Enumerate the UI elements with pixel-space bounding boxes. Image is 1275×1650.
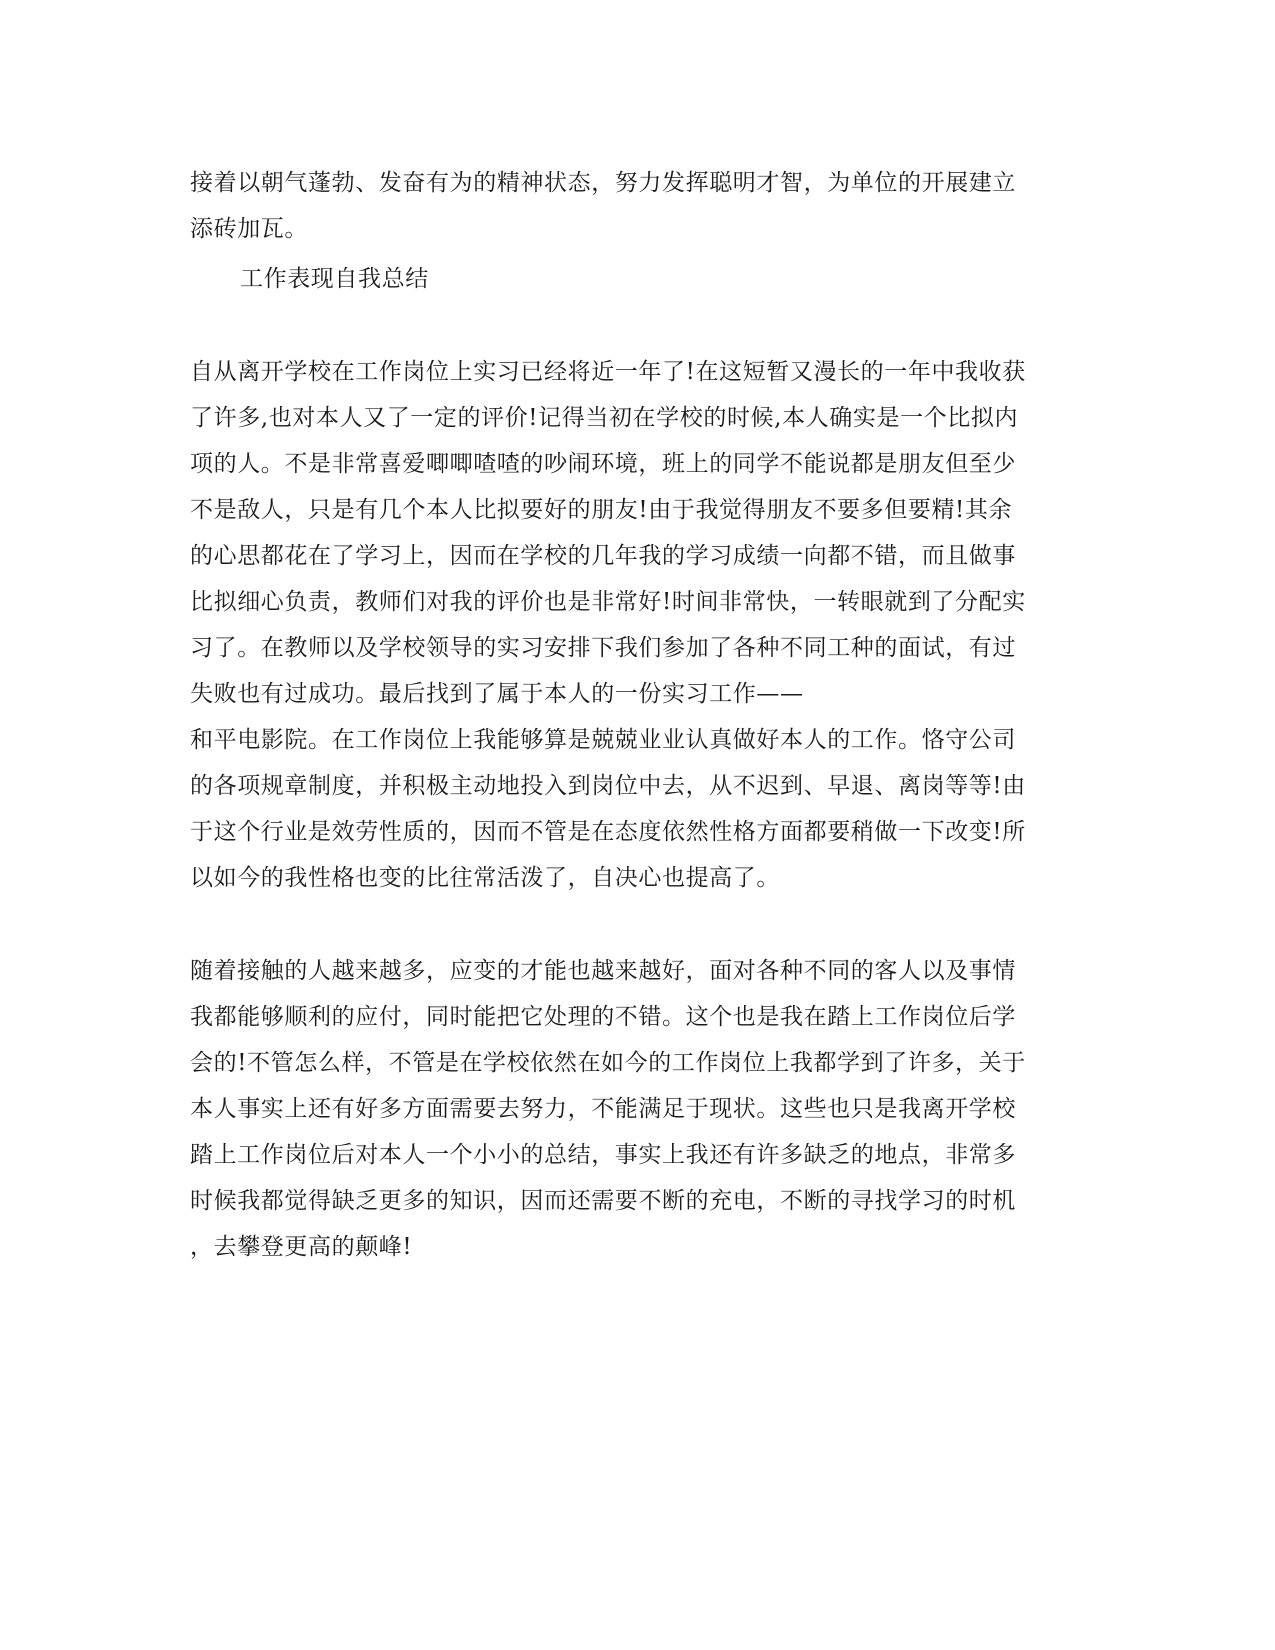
text-line: 了许多,也对本人又了一定的评价!记得当初在学校的时候,本人确实是一个比拟内 (190, 405, 1019, 431)
text-line: 习了。在教师以及学校领导的实习安排下我们参加了各种不同工种的面试，有过 (190, 635, 1016, 661)
text-line: ，去攀登更高的颠峰! (190, 1234, 413, 1260)
text-line: 的心思都花在了学习上，因而在学校的几年我的学习成绩一向都不错，而且做事 (190, 543, 1016, 569)
text-line: 和平电影院。在工作岗位上我能够算是兢兢业业认真做好本人的工作。恪守公司 (190, 727, 1016, 753)
text-line: 接着以朝气蓬勃、发奋有为的精神状态，努力发挥聪明才智，为单位的开展建立 (190, 170, 1016, 196)
body-paragraph-1 (190, 349, 1090, 901)
text-line: 以如今的我性格也变的比往常活泼了，自决心也提高了。 (190, 865, 780, 891)
text-line: 会的!不管怎么样，不管是在学校依然在如今的工作岗位上我都学到了许多，关于 (190, 1050, 1026, 1076)
text-line: 自从离开学校在工作岗位上实习已经将近一年了!在这短暂又漫长的一年中我收获 (190, 359, 1026, 385)
section-heading: 工作表现自我总结 (240, 266, 429, 292)
body-paragraph-2 (190, 948, 1090, 1270)
text-line: 随着接触的人越来越多，应变的才能也越来越好，面对各种不同的客人以及事情 (190, 958, 1016, 984)
text-line: 我都能够顺利的应付，同时能把它处理的不错。这个也是我在踏上工作岗位后学 (190, 1004, 1016, 1030)
text-line: 时候我都觉得缺乏更多的知识，因而还需要不断的充电，不断的寻找学习的时机 (190, 1188, 1016, 1214)
text-line: 失败也有过成功。最后找到了属于本人的一份实习工作—— (190, 681, 804, 707)
text-line: 的各项规章制度，并积极主动地投入到岗位中去，从不迟到、早退、离岗等等!由 (190, 773, 1026, 799)
text-line: 踏上工作岗位后对本人一个小小的总结，事实上我还有许多缺乏的地点，非常多 (190, 1142, 1016, 1168)
text-line: 项的人。不是非常喜爱唧唧喳喳的吵闹环境，班上的同学不能说都是朋友但至少 (190, 451, 1016, 477)
text-line: 于这个行业是效劳性质的，因而不管是在态度依然性格方面都要稍做一下改变!所 (190, 819, 1026, 845)
text-line: 本人事实上还有好多方面需要去努力，不能满足于现状。这些也只是我离开学校 (190, 1096, 1016, 1122)
text-line: 添砖加瓦。 (190, 216, 308, 242)
text-line: 不是敌人，只是有几个本人比拟要好的朋友!由于我觉得朋友不要多但要精!其余 (190, 497, 1013, 523)
intro-paragraph (190, 160, 1090, 252)
text-line: 比拟细心负责，教师们对我的评价也是非常好!时间非常快，一转眼就到了分配实 (190, 589, 1026, 615)
